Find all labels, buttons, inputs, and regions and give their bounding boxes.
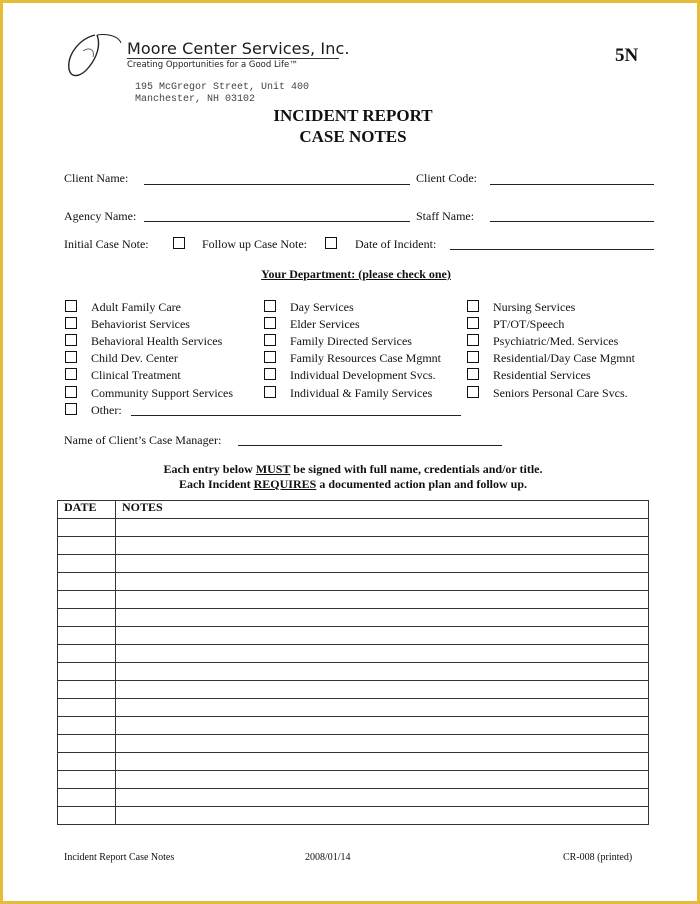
dept-option-label: Adult Family Care xyxy=(91,300,181,314)
date-cell[interactable] xyxy=(58,663,116,681)
dept-option-label: Psychiatric/Med. Services xyxy=(493,334,619,348)
date-cell[interactable] xyxy=(58,699,116,717)
client-code-label: Client Code: xyxy=(416,171,477,185)
dept-checkbox[interactable] xyxy=(467,317,479,329)
date-cell[interactable] xyxy=(58,753,116,771)
date-cell[interactable] xyxy=(58,681,116,699)
table-row xyxy=(58,663,649,681)
moore-center-logo-icon xyxy=(61,29,127,81)
follow-up-case-note-label: Follow up Case Note: xyxy=(202,237,307,251)
report-title: INCIDENT REPORT xyxy=(273,106,433,125)
dept-checkbox[interactable] xyxy=(264,300,276,312)
case-manager-label: Name of Client’s Case Manager: xyxy=(64,433,222,447)
dept-option-label: Individual & Family Services xyxy=(290,386,433,400)
notes-cell[interactable] xyxy=(116,807,649,825)
date-cell[interactable] xyxy=(58,591,116,609)
case-manager-field[interactable] xyxy=(238,445,502,446)
notes-cell[interactable] xyxy=(116,537,649,555)
initial-case-note-checkbox[interactable] xyxy=(173,237,185,249)
report-subtitle: CASE NOTES xyxy=(299,127,407,146)
table-row xyxy=(58,645,649,663)
table-row xyxy=(58,717,649,735)
date-cell[interactable] xyxy=(58,537,116,555)
dept-option-label: Family Resources Case Mgmnt xyxy=(290,351,441,365)
dept-option-label: Community Support Services xyxy=(91,386,233,400)
table-row xyxy=(58,555,649,573)
dept-checkbox[interactable] xyxy=(65,300,77,312)
table-row xyxy=(58,519,649,537)
dept-checkbox[interactable] xyxy=(264,386,276,398)
date-cell[interactable] xyxy=(58,519,116,537)
dept-checkbox[interactable] xyxy=(264,351,276,363)
client-name-field[interactable] xyxy=(144,184,410,185)
table-header-row xyxy=(58,501,649,519)
notes-cell[interactable] xyxy=(116,789,649,807)
dept-checkbox[interactable] xyxy=(65,334,77,346)
notes-cell[interactable] xyxy=(116,645,649,663)
date-cell[interactable] xyxy=(58,555,116,573)
dept-option-label: Day Services xyxy=(290,300,354,314)
dept-checkbox[interactable] xyxy=(467,300,479,312)
dept-option-label: Individual Development Svcs. xyxy=(290,368,436,382)
dept-checkbox[interactable] xyxy=(467,334,479,346)
dept-option-label: Seniors Personal Care Svcs. xyxy=(493,386,628,400)
notes-cell[interactable] xyxy=(116,663,649,681)
dept-option-label: Behaviorist Services xyxy=(91,317,190,331)
notes-cell[interactable] xyxy=(116,699,649,717)
table-row xyxy=(58,753,649,771)
address-line-1: 195 McGregor Street, Unit 400 xyxy=(135,82,310,93)
logo-divider xyxy=(127,58,339,59)
footer-doc-name: Incident Report Case Notes xyxy=(64,852,175,863)
date-of-incident-field[interactable] xyxy=(450,249,654,250)
client-name-label: Client Name: xyxy=(64,171,129,185)
instruction-line-2: Each Incident REQUIRES a documented action plan and follow up. xyxy=(178,477,528,491)
table-row xyxy=(58,537,649,555)
dept-option-label: Elder Services xyxy=(290,317,360,331)
table-row xyxy=(58,681,649,699)
notes-cell[interactable] xyxy=(116,519,649,537)
date-cell[interactable] xyxy=(58,735,116,753)
dept-option-label: Residential/Day Case Mgmnt xyxy=(493,351,635,365)
dept-other-label: Other: xyxy=(91,403,122,417)
table-row xyxy=(58,591,649,609)
date-column-header: DATE xyxy=(58,501,116,519)
table-row xyxy=(58,699,649,717)
dept-option-label: PT/OT/Speech xyxy=(493,317,565,331)
table-row xyxy=(58,771,649,789)
org-tagline: Creating Opportunities for a Good Life™ xyxy=(127,60,298,70)
agency-name-label: Agency Name: xyxy=(64,209,137,223)
dept-checkbox[interactable] xyxy=(65,317,77,329)
date-cell[interactable] xyxy=(58,627,116,645)
instruction-line-1: Each entry below MUST be signed with full name, credentials and/or title. xyxy=(163,462,543,476)
form-number: 5N xyxy=(615,45,639,66)
staff-name-field[interactable] xyxy=(490,221,654,222)
dept-checkbox[interactable] xyxy=(65,368,77,380)
date-cell[interactable] xyxy=(58,573,116,591)
notes-column-header: NOTES xyxy=(116,501,649,519)
notes-cell[interactable] xyxy=(116,555,649,573)
client-code-field[interactable] xyxy=(490,184,654,185)
dept-checkbox[interactable] xyxy=(467,368,479,380)
address-line-2: Manchester, NH 03102 xyxy=(135,94,256,105)
notes-cell[interactable] xyxy=(116,681,649,699)
notes-cell[interactable] xyxy=(116,717,649,735)
date-cell[interactable] xyxy=(58,771,116,789)
initial-case-note-label: Initial Case Note: xyxy=(64,237,149,251)
staff-name-label: Staff Name: xyxy=(416,209,475,223)
notes-table xyxy=(57,500,649,825)
table-row xyxy=(58,735,649,753)
table-row xyxy=(58,807,649,825)
date-cell[interactable] xyxy=(58,807,116,825)
dept-option-label: Behavioral Health Services xyxy=(91,334,223,348)
date-of-incident-label: Date of Incident: xyxy=(355,237,437,251)
dept-option-label: Family Directed Services xyxy=(290,334,412,348)
table-row xyxy=(58,627,649,645)
dept-checkbox[interactable] xyxy=(65,351,77,363)
department-heading: Your Department: (please check one) xyxy=(261,267,451,281)
table-row xyxy=(58,573,649,591)
date-cell[interactable] xyxy=(58,645,116,663)
dept-option-label: Nursing Services xyxy=(493,300,576,314)
notes-cell[interactable] xyxy=(116,627,649,645)
agency-name-field[interactable] xyxy=(144,221,410,222)
dept-checkbox[interactable] xyxy=(467,351,479,363)
notes-cell[interactable] xyxy=(116,771,649,789)
notes-cell[interactable] xyxy=(116,591,649,609)
dept-option-label: Clinical Treatment xyxy=(91,368,181,382)
dept-option-label: Residential Services xyxy=(493,368,591,382)
dept-checkbox[interactable] xyxy=(264,317,276,329)
date-cell[interactable] xyxy=(58,609,116,627)
table-row xyxy=(58,609,649,627)
dept-checkbox[interactable] xyxy=(467,386,479,398)
dept-checkbox[interactable] xyxy=(65,386,77,398)
follow-up-case-note-checkbox[interactable] xyxy=(325,237,337,249)
table-row xyxy=(58,789,649,807)
dept-checkbox[interactable] xyxy=(264,368,276,380)
dept-option-label: Child Dev. Center xyxy=(91,351,178,365)
date-cell[interactable] xyxy=(58,789,116,807)
org-name: Moore Center Services, Inc. xyxy=(127,39,350,58)
notes-cell[interactable] xyxy=(116,735,649,753)
notes-cell[interactable] xyxy=(116,573,649,591)
date-cell[interactable] xyxy=(58,717,116,735)
dept-checkbox[interactable] xyxy=(264,334,276,346)
footer-date: 2008/01/14 xyxy=(305,852,351,863)
dept-other-checkbox[interactable] xyxy=(65,403,77,415)
dept-other-field[interactable] xyxy=(131,415,461,416)
footer-form-code: CR-008 (printed) xyxy=(563,852,633,863)
notes-cell[interactable] xyxy=(116,609,649,627)
notes-cell[interactable] xyxy=(116,753,649,771)
